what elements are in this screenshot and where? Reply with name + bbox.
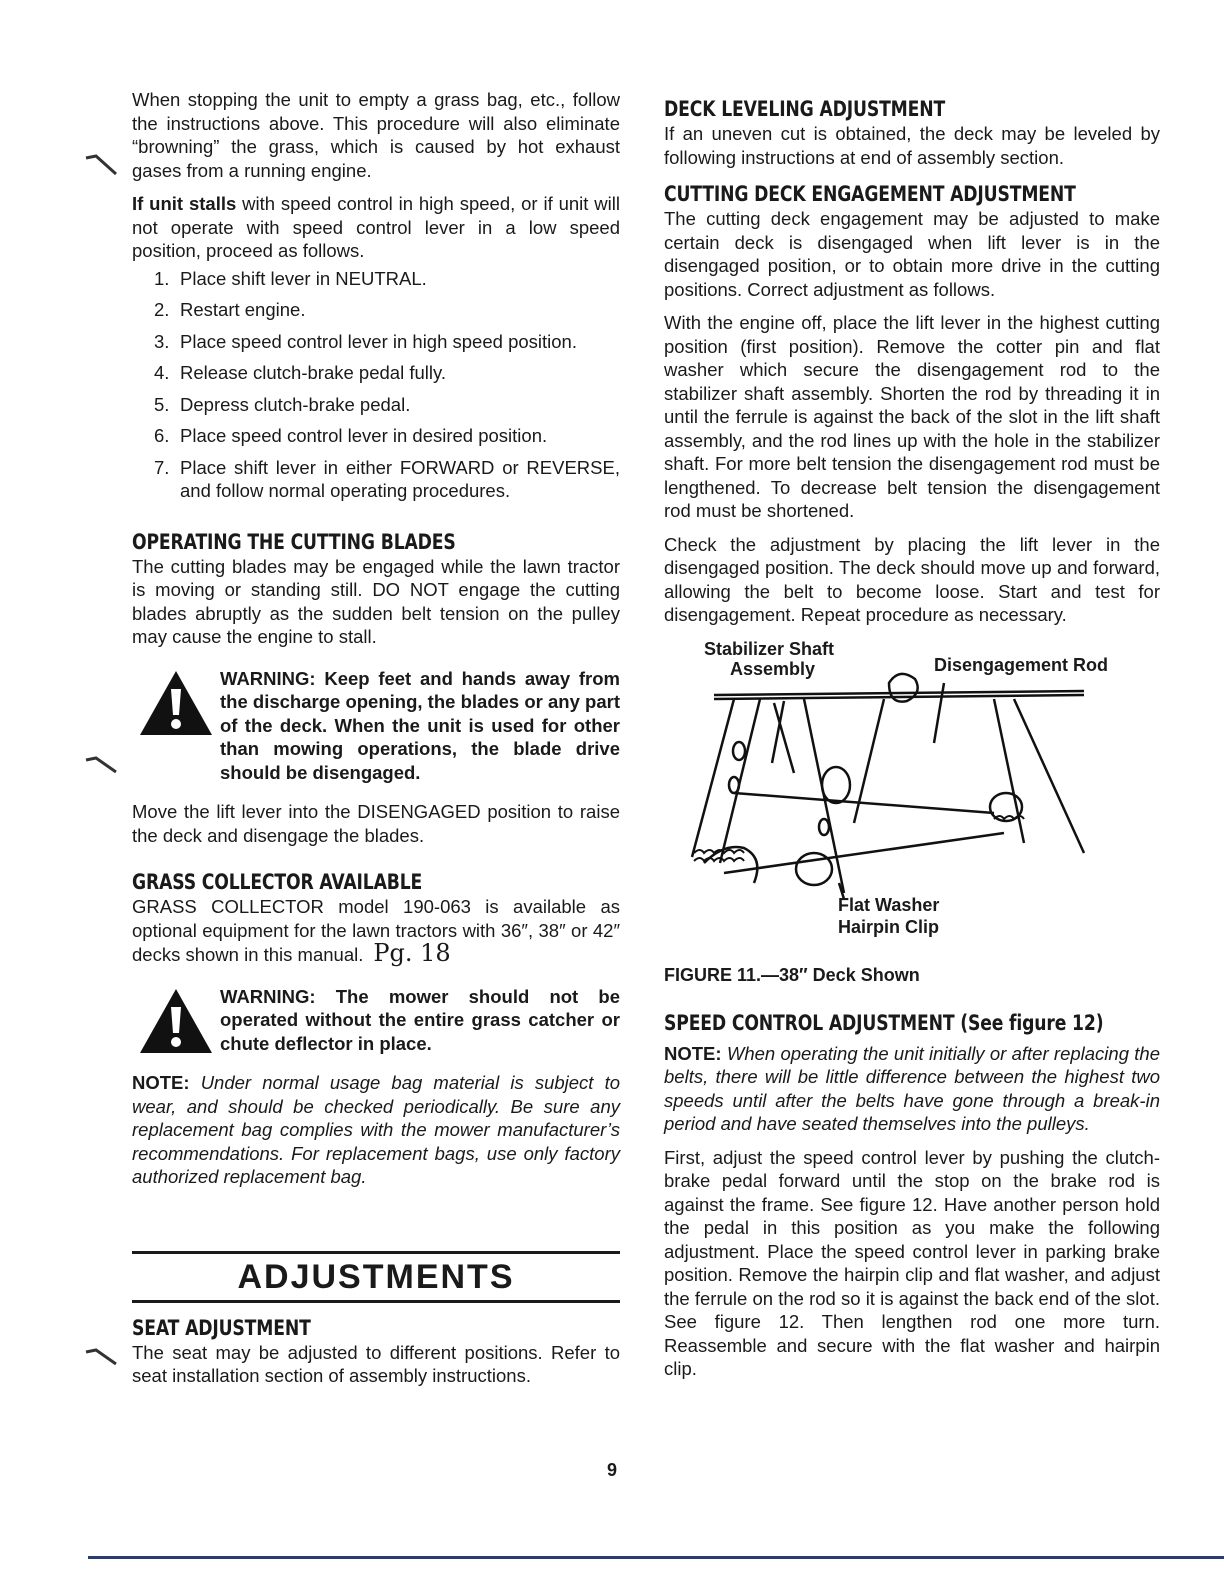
note-text: Under normal usage bag material is subject to wear, and should be checked periodically. Be sure any replacement bag complies with the mower manufacturer’s recommendations. For replacement bags, use only factory authorized replacement bag. <box>132 1072 620 1187</box>
list-item <box>132 361 620 385</box>
figure-11 <box>664 638 1144 961</box>
step-number: 4. <box>154 362 170 383</box>
engage-paragraph-1: The cutting deck engagement may be adjusted to make certain deck is disengaged when lift lever is in the disengaged position, or to obtain more drive in the cutting positions. Correct adjustment as follows. <box>664 208 1160 300</box>
note-label: NOTE: <box>132 1072 190 1093</box>
step-number: 6. <box>154 425 170 446</box>
note-label: NOTE: <box>664 1042 722 1064</box>
figure-caption: FIGURE 11.—38″ Deck Shown <box>664 964 920 985</box>
step-text: Place shift lever in either FORWARD or REVERSE, and follow normal operating procedures. <box>180 456 620 501</box>
label-flat-washer: Flat Washer <box>838 894 940 915</box>
lift-paragraph: Move the lift lever into the DISENGAGED position to raise the deck and disengage the blades. <box>132 801 620 846</box>
warning-text: WARNING: The mower should not be operated without the entire grass catcher or chute deflector in place. <box>220 985 620 1054</box>
divider <box>132 1251 620 1254</box>
warning-text: WARNING: Keep feet and hands away from the discharge opening, the blades or any part of the deck. When the unit is used for other than mowing operations, the blade drive should be disengaged. <box>220 667 620 783</box>
right-column <box>664 96 1160 1381</box>
bottom-rule <box>88 1556 1224 1559</box>
intro-paragraph: When stopping the unit to empty a grass bag, etc., follow the instructions above. This procedure will also eliminate “browning” the grass, which is caused by hot exhaust gases from a running engine. <box>132 89 620 181</box>
engage-paragraph-2: With the engine off, place the lift lever in the highest cutting position (first position). Remove the cotter pin and flat washer which secure the disengagement rod to the stabilizer shaft assembly. Shorten the rod by threading it in until the ferrule is against the back of the slot in the lift shaft assembly, and the rod lines up with the hole in the stabilizer shaft. For more belt tension the disengagement rod must be lengthened. To decrease belt tension the disengagement rod must be shortened. <box>664 312 1160 521</box>
warning-icon <box>138 987 214 1055</box>
warning-block <box>132 985 620 1056</box>
collector-heading: GRASS COLLECTOR AVAILABLE <box>132 870 423 894</box>
list-item <box>132 424 620 448</box>
stall-paragraph <box>132 192 620 263</box>
left-column <box>132 88 620 1388</box>
note-text: When operating the unit initially or after replacing the belts, there will be little difference between the highest two speeds until after the belts have gone through a break-in period and have seated themselves into the pulleys. <box>664 1042 1160 1134</box>
step-text: Release clutch-brake pedal fully. <box>180 362 446 383</box>
warning-icon <box>138 669 214 737</box>
list-item <box>132 298 620 322</box>
list-item <box>132 330 620 354</box>
stall-text: with speed control in high speed, or if unit will not operate with speed control lever in a low speed position, proceed as follows. <box>132 193 620 261</box>
speed-heading: SPEED CONTROL ADJUSTMENT (See figure 12) <box>664 1010 1104 1035</box>
margin-mark <box>84 150 124 180</box>
blades-heading: OPERATING THE CUTTING BLADES <box>132 529 456 554</box>
step-number: 5. <box>154 393 170 415</box>
collector-paragraph <box>132 895 620 967</box>
speed-paragraph: First, adjust the speed control lever by pushing the clutch-brake pedal forward until the stop on the brake rod is against the frame. See figure 12. Have another person hold the pedal in this position as you make the following adjustment. Place the speed control lever in parking brake position. Remove the hairpin clip and flat washer, and adjust the ferrule on the rod so it is against the back end of the slot. See figure 12. Then lengthen rod one more turn. Reassemble and secure with the flat washer and hairpin clip. <box>664 1146 1160 1379</box>
deck-paragraph: If an uneven cut is obtained, the deck may be leveled by following instructions at end of assembly section. <box>664 123 1160 168</box>
step-text: Place speed control lever in desired position. <box>180 425 548 446</box>
engage-paragraph-3: Check the adjustment by placing the lift lever in the disengaged position. The deck should move up and forward, allowing the belt to become loose. Start and test for disengagement. Repeat procedure as necessary. <box>664 533 1160 625</box>
list-item <box>132 456 620 503</box>
engage-heading: CUTTING DECK ENGAGEMENT ADJUSTMENT <box>664 182 1076 206</box>
step-number: 1. <box>154 267 170 289</box>
section-title: ADJUSTMENTS <box>237 1257 515 1296</box>
seat-heading: SEAT ADJUSTMENT <box>132 1315 311 1340</box>
page-number: 9 <box>606 1460 617 1480</box>
label-hairpin-clip: Hairpin Clip <box>838 916 940 937</box>
list-item <box>132 267 620 291</box>
blades-paragraph: The cutting blades may be engaged while the lawn tractor is moving or standing still. DO NOT engage the cutting blades abruptly as the sudden belt tension on the pulley may cause the engine to stall. <box>132 555 620 647</box>
step-text: Depress clutch-brake pedal. <box>180 393 411 415</box>
divider <box>132 1300 620 1303</box>
margin-mark <box>84 1344 124 1374</box>
step-number: 3. <box>154 330 170 352</box>
step-text: Place speed control lever in high speed position. <box>180 330 577 352</box>
step-text: Place shift lever in NEUTRAL. <box>180 267 427 289</box>
label-disengagement-rod: Disengagement Rod <box>934 654 1109 675</box>
seat-paragraph: The seat may be adjusted to different positions. Refer to seat installation section of assembly instructions. <box>132 1341 620 1386</box>
speed-note-paragraph <box>664 1042 1160 1136</box>
list-item <box>132 393 620 417</box>
adjustments-banner <box>132 1251 620 1303</box>
collector-text: GRASS COLLECTOR model 190-063 is available as optional equipment for the lawn tractors with 36″, 38″ or 42″ decks shown in this manual. <box>132 896 620 965</box>
deck-heading: DECK LEVELING ADJUSTMENT <box>664 97 946 121</box>
note-paragraph <box>132 1071 620 1189</box>
step-text: Restart engine. <box>180 299 306 320</box>
label-stabilizer-2: Assembly <box>730 658 816 679</box>
label-stabilizer: Stabilizer Shaft <box>704 638 835 659</box>
step-number: 2. <box>154 299 170 320</box>
step-number: 7. <box>154 456 170 478</box>
margin-mark <box>84 752 124 782</box>
stall-steps-list <box>132 267 620 503</box>
handwritten-note: Pg. 18 <box>373 939 451 967</box>
stall-lead: If unit stalls <box>132 193 237 214</box>
warning-block <box>132 667 620 785</box>
